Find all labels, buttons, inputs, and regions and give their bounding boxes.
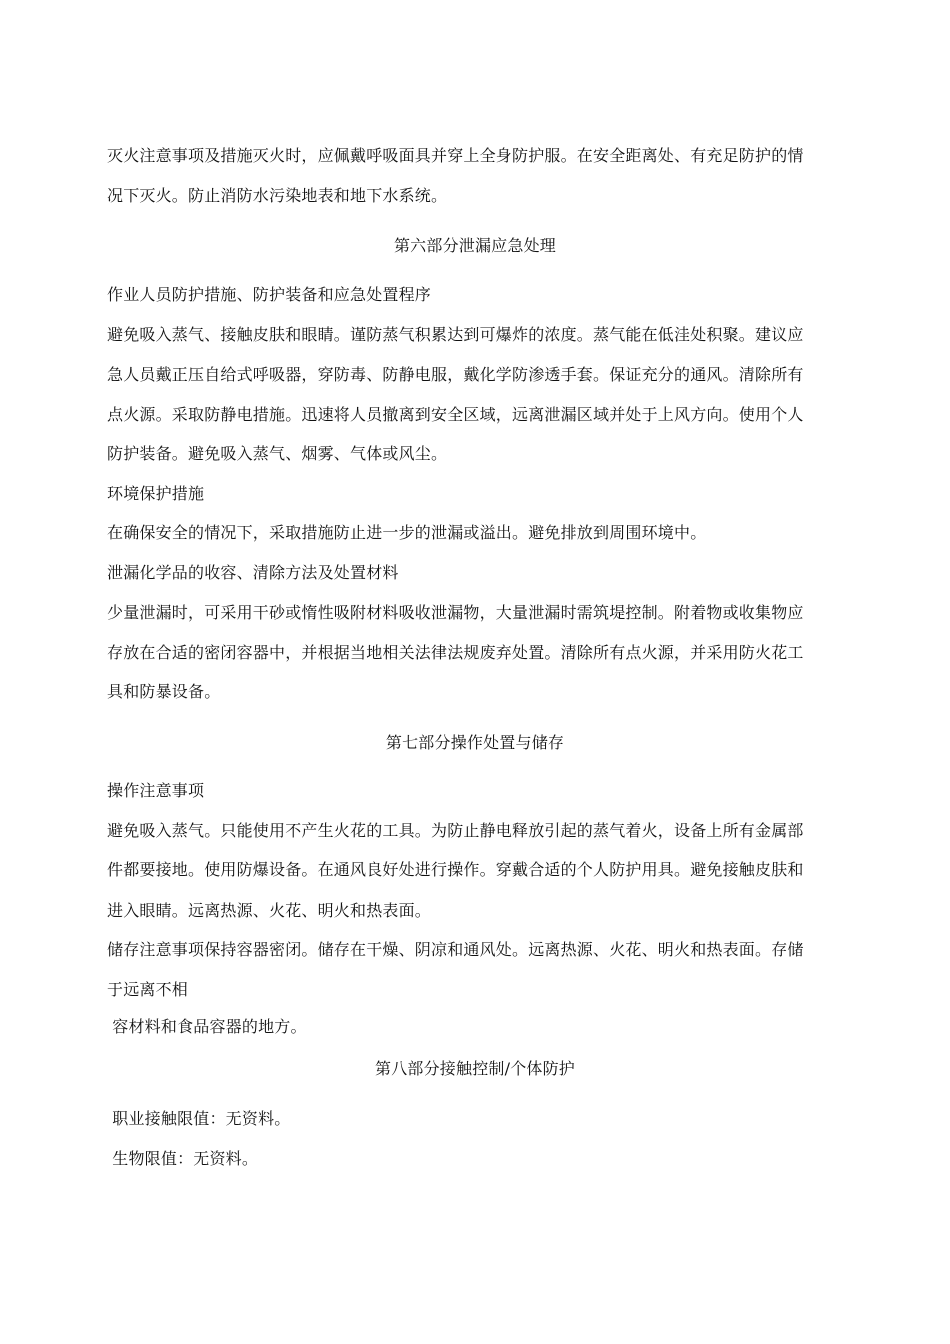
occupational-exposure-limit: 职业接触限值：无资料。: [107, 1109, 291, 1128]
environmental-heading: 环境保护措施: [107, 484, 205, 503]
handling-line-1: 避免吸入蒸气。只能使用不产生火花的工具。为防止静电释放引起的蒸气着火，设备上所有金属部: [107, 821, 804, 840]
section-8-title: 第八部分接触控制/个体防护: [375, 1059, 575, 1078]
personal-precautions-line-1: 避免吸入蒸气、接触皮肤和眼睛。谨防蒸气积累达到可爆炸的浓度。蒸气能在低洼处积聚。建议应: [107, 325, 804, 344]
handling-heading: 操作注意事项: [107, 781, 205, 800]
personal-precautions-heading: 作业人员防护措施、防护装备和应急处置程序: [107, 285, 432, 304]
section-6-title: 第六部分泄漏应急处理: [393, 236, 556, 255]
storage-line-2: 于远离不相: [107, 980, 189, 999]
containment-line-2: 存放在合适的密闭容器中，并根据当地相关法律法规废弃处置。清除所有点火源，并采用防火花工: [107, 643, 804, 662]
handling-line-2: 件都要接地。使用防爆设备。在通风良好处进行操作。穿戴合适的个人防护用具。避免接触皮肤和: [107, 860, 804, 879]
containment-line-3: 具和防暴设备。: [107, 682, 221, 701]
fire-precautions-line-2: 况下灭火。防止消防水污染地表和地下水系统。: [107, 186, 448, 205]
environmental-line-1: 在确保安全的情况下，采取措施防止进一步的泄漏或溢出。避免排放到周围环境中。: [107, 523, 707, 542]
section-7-title: 第七部分操作处置与储存: [385, 733, 565, 752]
handling-line-3: 进入眼睛。远离热源、火花、明火和热表面。: [107, 901, 432, 920]
personal-precautions-line-3: 点火源。采取防静电措施。迅速将人员撤离到安全区域，远离泄漏区域并处于上风方向。使用个人: [107, 405, 804, 424]
containment-line-1: 少量泄漏时，可采用干砂或惰性吸附材料吸收泄漏物，大量泄漏时需筑堤控制。附着物或收集物应: [107, 603, 804, 622]
biological-limit: 生物限值：无资料。: [107, 1149, 259, 1168]
storage-line-1: 储存注意事项保持容器密闭。储存在干燥、阴凉和通风处。远离热源、火花、明火和热表面。存储: [107, 940, 804, 959]
fire-precautions-line-1: 灭火注意事项及措施灭火时，应佩戴呼吸面具并穿上全身防护服。在安全距离处、有充足防护的情: [107, 146, 804, 165]
containment-heading: 泄漏化学品的收容、清除方法及处置材料: [107, 563, 399, 582]
personal-precautions-line-2: 急人员戴正压自给式呼吸器，穿防毒、防静电服，戴化学防渗透手套。保证充分的通风。清除所有: [107, 365, 804, 384]
personal-precautions-line-4: 防护装备。避免吸入蒸气、烟雾、气体或风尘。: [107, 444, 448, 463]
storage-line-3: 容材料和食品容器的地方。: [107, 1017, 307, 1036]
